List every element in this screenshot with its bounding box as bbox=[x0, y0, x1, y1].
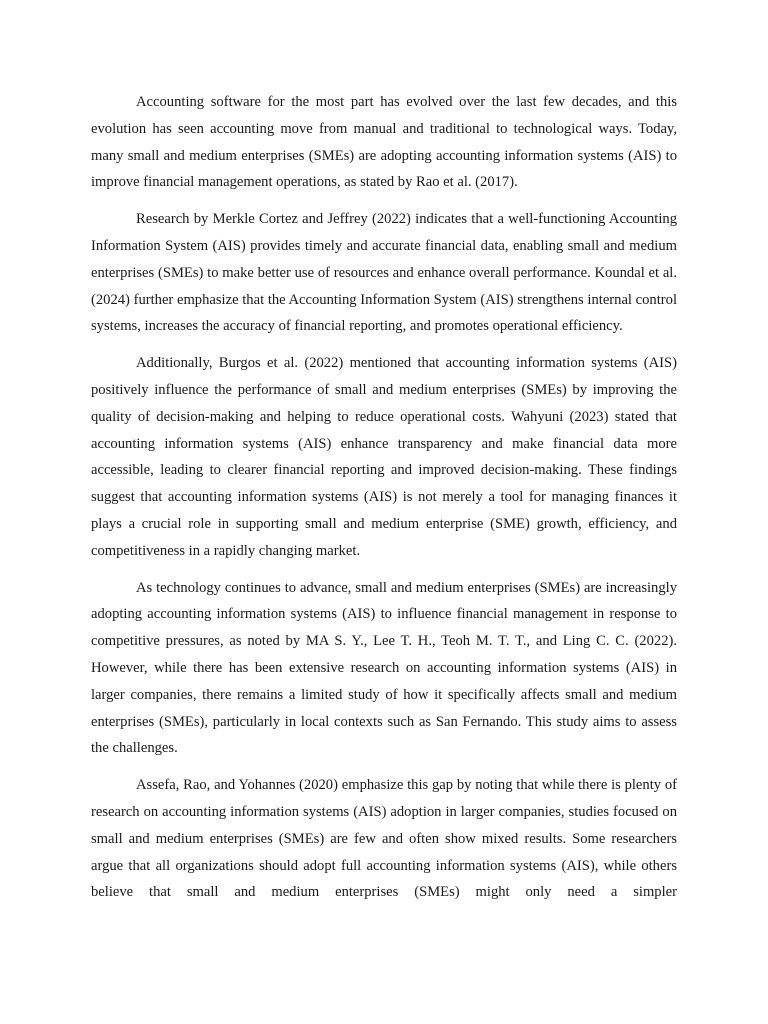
document-body bbox=[91, 89, 677, 916]
paragraph-1: Accounting software for the most part has evolved over the last few decades, and this evolution has seen accounting move from manual and traditional to technological ways. Today, many small and medium enterprises (SMEs) are adopting accounting information systems (AIS) to improve financial management operations, as stated by Rao et al. (2017). bbox=[91, 94, 677, 191]
paragraph-2: Research by Merkle Cortez and Jeffrey (2022) indicates that a well-functioning Accounting Information System (AIS) provides timely and accurate financial data, enabling small and medium enterprises (SMEs) to make better use of resources and enhance overall performance. Koundal et al. (2024) further emphasize that the Accounting Information System (AIS) strengthens internal control systems, increases the accuracy of financial reporting, and promotes operational efficiency. bbox=[91, 211, 677, 335]
paragraph-3: Additionally, Burgos et al. (2022) mentioned that accounting information systems (AIS) positively influence the performance of small and medium enterprises (SMEs) by improving the quality of decision-making and helping to reduce operational costs. Wahyuni (2023) stated that accounting information systems (AIS) enhance transparency and make financial data more accessible, leading to clearer financial reporting and improved decision-making. These findings suggest that accounting information systems (AIS) is not merely a tool for managing finances it plays a crucial role in supporting small and medium enterprise (SME) growth, efficiency, and competitiveness in a rapidly changing market. bbox=[91, 355, 677, 559]
paragraph-4: As technology continues to advance, small and medium enterprises (SMEs) are increasingly adopting accounting information systems (AIS) to influence financial management in response to competitive pressures, as noted by MA S. Y., Lee T. H., Teoh M. T. T., and Ling C. C. (2022). However, while there has been extensive research on accounting information systems (AIS) in larger companies, there remains a limited study of how it specifically affects small and medium enterprises (SMEs), particularly in local contexts such as San Fernando. This study aims to assess the challenges. bbox=[91, 579, 677, 757]
paragraph-5: Assefa, Rao, and Yohannes (2020) emphasize this gap by noting that while there is plenty of research on accounting information systems (AIS) adoption in larger companies, studies focused on small and medium enterprises (SMEs) are few and often show mixed results. Some researchers argue that all organizations should adopt full accounting information systems (AIS), while others believe that small and medium enterprises (SMEs) might only need a simpler bbox=[91, 777, 677, 901]
